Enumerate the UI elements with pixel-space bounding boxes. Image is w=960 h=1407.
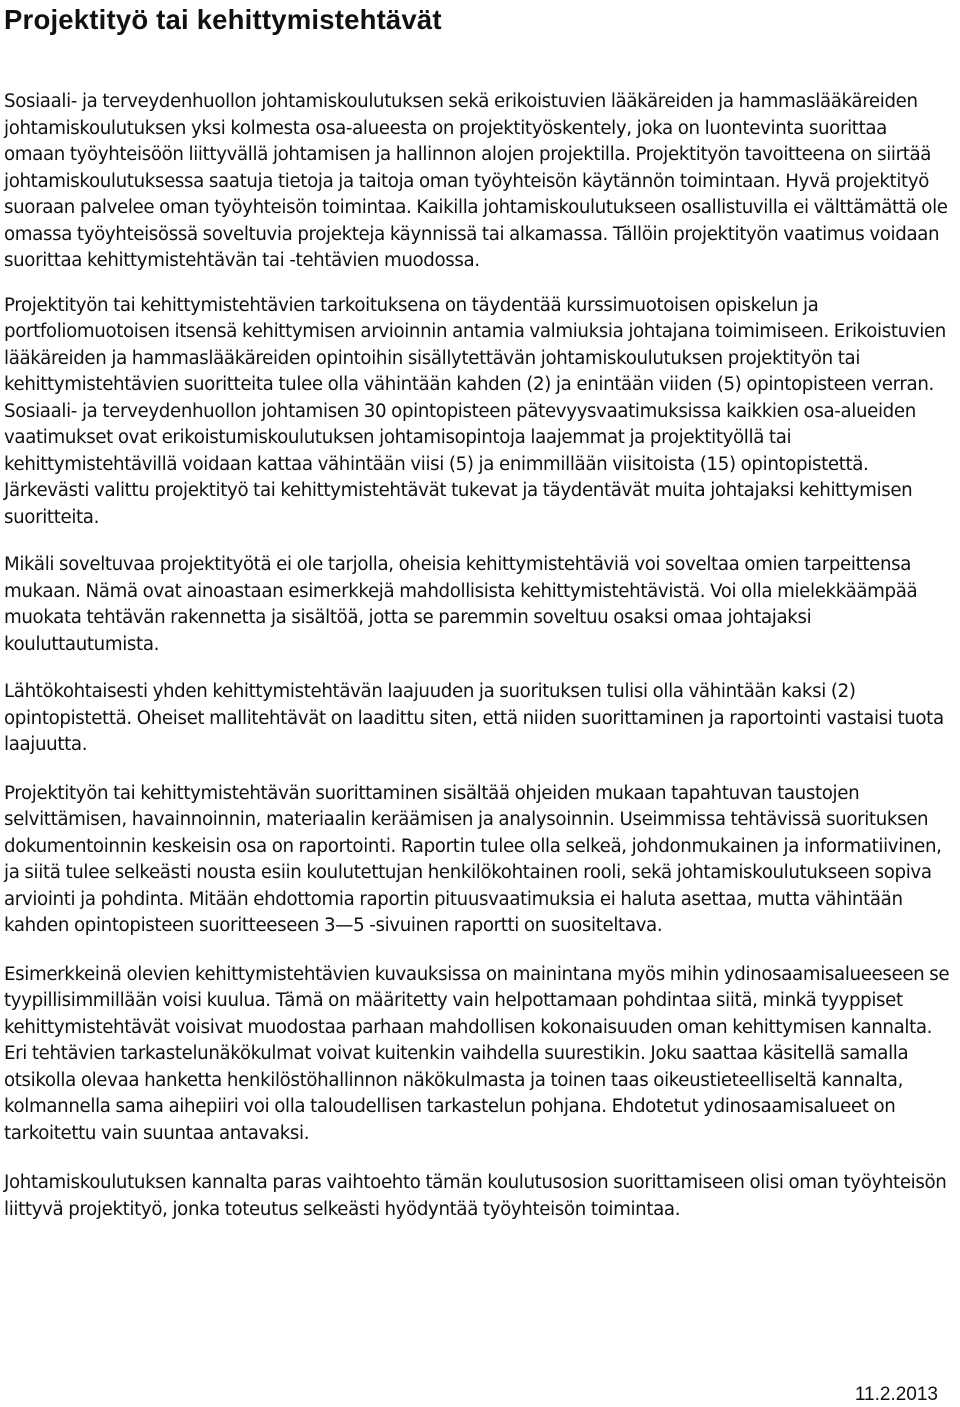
paragraph-2: Projektityön tai kehittymistehtävien tarkoituksena on täydentää kurssimuotoisen opiskelun ja portfoliomuotoisen itsensä kehittymisen arvioinnin antamia valmiuksia johtajana toimimiseen. Erikoistuvien lääkäreiden ja hammaslääkäreiden opintoihin sisällytettävän johtamiskoulutuksen projektityön tai kehittymistehtävien suoritteita tulee olla vähintään kahden (2) ja enintään viiden (5) opintopisteen verran. Sosiaali- ja terveydenhuollon johtamisen 30 opintopisteen pätevyysvaatimuksissa kaikkien osa-alueiden vaatimukset ovat erikoistumiskoulutuksen johtamisopintoja laajemmat ja projektityöllä tai kehittymistehtävillä voidaan kattaa vähintään viisi (5) ja enimmillään viisitoista (15) opintopistettä. Järkevästi valittu projektityö tai kehittymistehtävät tukevat ja täydentävät muita johtajaksi kehittymisen suoritteita. [4, 294, 946, 528]
paragraph-6: Esimerkkeinä olevien kehittymistehtävien kuvauksissa on mainintana myös mihin ydinosaamisalueeseen se tyypillisimmillään voisi kuulua. Tämä on määritetty vain helpottamaan pohdintaa siitä, minkä tyyppiset kehittymistehtävät voisivat muodostaa parhaan mahdollisen kokonaisuuden oman kehittymisen kannalta. Eri tehtävien tarkastelunäkökulmat voivat kuitenkin vaihdella suurestikin. Joku saattaa käsitellä samalla otsikolla olevaa hanketta henkilöstöhallinnon näkökulmasta ja toinen taas oikeustieteelliseltä kannalta, kolmannella sama aihepiiri voi olla taloudellisen tarkastelun pohjana. Ehdotetut ydinosaamisalueet on tarkoitettu vain suuntaa antavaksi. [4, 963, 950, 1144]
page-title: Projektityö tai kehittymistehtävät [4, 4, 442, 35]
paragraph-4: Lähtökohtaisesti yhden kehittymistehtävän laajuuden ja suorituksen tulisi olla vähintään kaksi (2) opintopistettä. Oheiset mallitehtävät on laadittu siten, että niiden suorittaminen ja raportointi vastaisi tuota laajuutta. [4, 681, 944, 755]
paragraph-3: Mikäli soveltuvaa projektityötä ei ole tarjolla, oheisia kehittymistehtäviä voi soveltaa omien tarpeittensa mukaan. Nämä ovat ainoastaan esimerkkejä mahdollisista kehittymistehtävistä. Voi olla mielekkäämpää muokata tehtävän rakennetta ja sisältöä, jotta se paremmin soveltuu osaksi omaa johtajaksi kouluttautumista. [4, 554, 918, 655]
paragraph-7: Johtamiskoulutuksen kannalta paras vaihtoehto tämän koulutusosion suorittamiseen olisi oman työyhteisön liittyvä projektityö, jonka toteutus selkeästi hyödyntää työyhteisön toimintaa. [4, 1172, 947, 1220]
document-page [4, 0, 952, 1223]
paragraph-1: Sosiaali- ja terveydenhuollon johtamiskoulutuksen sekä erikoistuvien lääkäreiden ja hammaslääkäreiden johtamiskoulutuksen yksi kolmesta osa-alueesta on projektityöskentely, joka on luontevinta suorittaa omaan työyhteisöön liittyvällä johtamisen ja hallinnon alojen projektilla. Projektityön tavoitteena on siirtää johtamiskoulutuksessa saatuja tietoja ja taitoja oman työyhteisön käytännön toimintaan. Hyvä projektityö suoraan palvelee oman työyhteisön toimintaa. Kaikilla johtamiskoulutukseen osallistuvilla ei välttämättä ole omassa työyhteisössä soveltuvia projekteja käynnissä tai alkamassa. Tällöin projektityön vaatimus voidaan suorittaa kehittymistehtävän tai -tehtävien muodossa. [4, 91, 948, 271]
footer-date: 11.2.2013 [854, 1384, 938, 1405]
paragraph-5: Projektityön tai kehittymistehtävän suorittaminen sisältää ohjeiden mukaan tapahtuvan taustojen selvittämisen, havainnoinnin, materiaalin keräämisen ja analysoinnin. Useimmissa tehtävissä suorituksen dokumentoinnin keskeisin osa on raportointi. Raportin tulee olla selkeä, johdonmukainen ja informatiivinen, ja siitä tulee selkeästi nousta esiin koulutettujan henkilökohtainen rooli, sekä johtamiskoulutukseen sopiva arviointi ja pohdinta. Mitään ehdottomia raportin pituusvaatimuksia ei haluta asettaa, mutta vähintään kahden opintopisteen suoritteeseen 3—5 -sivuinen raportti on suositeltava. [4, 782, 942, 936]
